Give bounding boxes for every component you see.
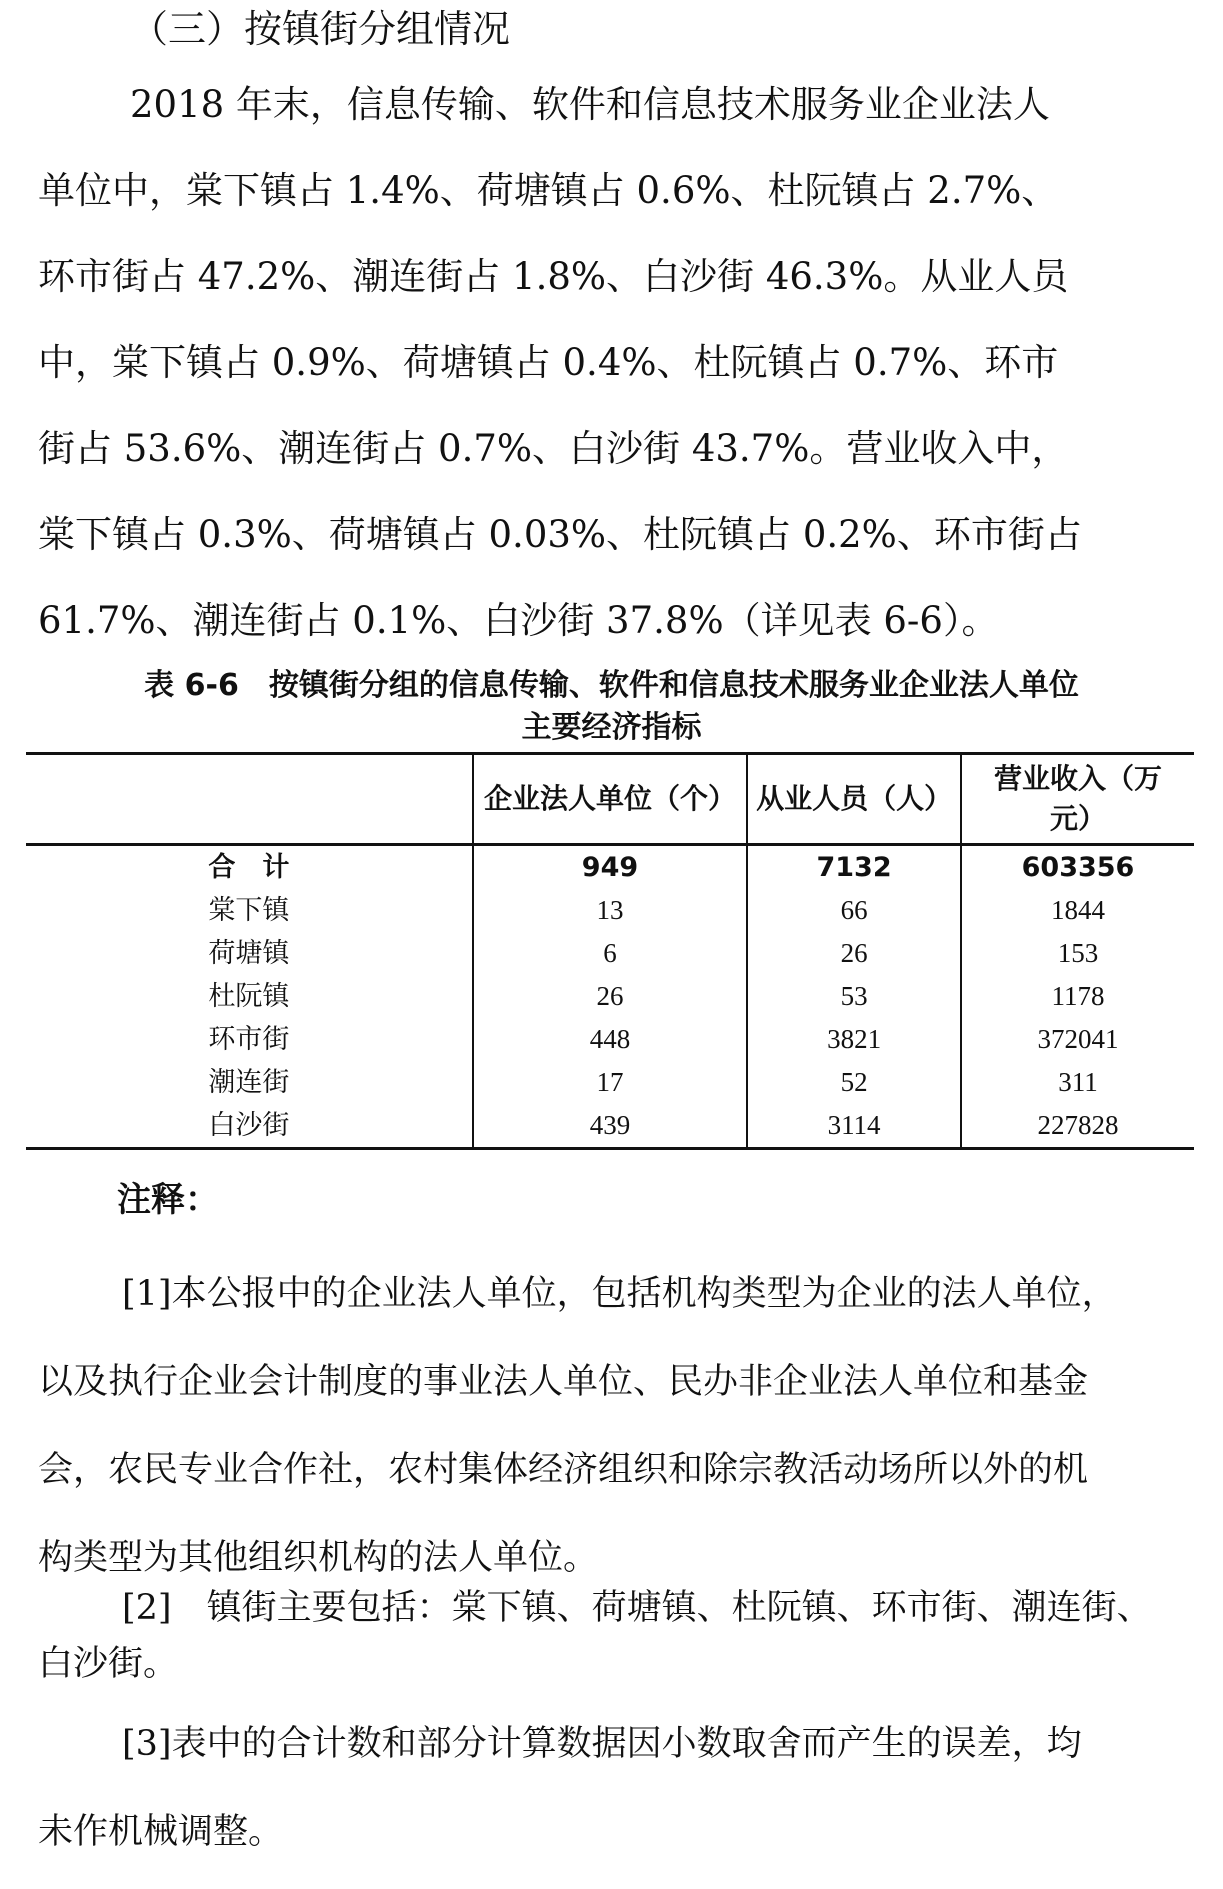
notes-title: 注释： bbox=[117, 1180, 219, 1220]
cell-employees: 3114 bbox=[747, 1104, 961, 1149]
note-2 bbox=[38, 1580, 1188, 1692]
row-name: 环市街 bbox=[208, 1024, 290, 1054]
table-row bbox=[26, 889, 1194, 932]
cell-employees: 7132 bbox=[747, 845, 961, 890]
table-row bbox=[26, 1104, 1194, 1149]
header-revenue bbox=[961, 754, 1194, 845]
cell-units: 6 bbox=[473, 932, 747, 975]
cell-units: 17 bbox=[473, 1061, 747, 1104]
row-name: 白沙街 bbox=[208, 1110, 290, 1140]
cell-employees: 26 bbox=[747, 932, 961, 975]
table-row bbox=[26, 975, 1194, 1018]
cell-units: 949 bbox=[473, 845, 747, 890]
paragraph-line: 街占 53.6%、潮连街占 0.7%、白沙街 43.7%。营业收入中， bbox=[38, 427, 1069, 470]
table-row bbox=[26, 932, 1194, 975]
table-row bbox=[26, 1061, 1194, 1104]
note-3 bbox=[38, 1700, 1188, 1876]
cell-units: 448 bbox=[473, 1018, 747, 1061]
paragraph-line: 棠下镇占 0.3%、荷塘镇占 0.03%、杜阮镇占 0.2%、环市街占 bbox=[38, 513, 1082, 556]
paragraph-line: 单位中，棠下镇占 1.4%、荷塘镇占 0.6%、杜阮镇占 2.7%、 bbox=[38, 169, 1059, 212]
cell-employees: 66 bbox=[747, 889, 961, 932]
paragraph-line: 中，棠下镇占 0.9%、荷塘镇占 0.4%、杜阮镇占 0.7%、环市 bbox=[38, 341, 1059, 384]
row-name: 潮连街 bbox=[208, 1067, 290, 1097]
row-name: 荷塘镇 bbox=[208, 938, 290, 968]
table-row bbox=[26, 1018, 1194, 1061]
cell-employees: 3821 bbox=[747, 1018, 961, 1061]
cell-revenue: 603356 bbox=[961, 845, 1194, 890]
note-line: 白沙街。 bbox=[38, 1644, 179, 1684]
note-line: [2] 镇街主要包括：棠下镇、荷塘镇、杜阮镇、环市街、潮连街、 bbox=[122, 1588, 1152, 1628]
indicator-table bbox=[26, 752, 1194, 1150]
cell-employees: 53 bbox=[747, 975, 961, 1018]
row-name: 杜阮镇 bbox=[208, 981, 290, 1011]
row-name: 合 计 bbox=[208, 852, 290, 883]
section-heading: （三）按镇街分组情况 bbox=[130, 7, 511, 51]
header-units: 企业法人单位（个） bbox=[473, 754, 747, 845]
note-line: 构类型为其他组织机构的法人单位。 bbox=[38, 1538, 599, 1578]
paragraph-line: 环市街占 47.2%、潮连街占 1.8%、白沙街 46.3%。从业人员 bbox=[38, 255, 1069, 298]
body-paragraph bbox=[38, 62, 1188, 664]
cell-units: 13 bbox=[473, 889, 747, 932]
table-caption-subtitle: 主要经济指标 bbox=[521, 710, 702, 745]
cell-employees: 52 bbox=[747, 1061, 961, 1104]
cell-revenue: 227828 bbox=[961, 1104, 1194, 1149]
note-line: [1]本公报中的企业法人单位，包括机构类型为企业的法人单位， bbox=[122, 1274, 1117, 1314]
cell-revenue: 1178 bbox=[961, 975, 1194, 1018]
paragraph-line: 61.7%、潮连街占 0.1%、白沙街 37.8%（详见表 6-6）。 bbox=[38, 599, 999, 642]
cell-units: 26 bbox=[473, 975, 747, 1018]
note-line: [3]表中的合计数和部分计算数据因小数取舍而产生的误差，均 bbox=[122, 1724, 1082, 1764]
table-total-row bbox=[26, 845, 1194, 890]
note-line: 会，农民专业合作社，农村集体经济组织和除宗教活动场所以外的机 bbox=[38, 1450, 1089, 1490]
cell-revenue: 1844 bbox=[961, 889, 1194, 932]
table-caption: 表 6-6 按镇街分组的信息传输、软件和信息技术服务业企业法人单位 bbox=[144, 668, 1079, 703]
row-name: 棠下镇 bbox=[208, 895, 290, 925]
paragraph-line: 2018 年末，信息传输、软件和信息技术服务业企业法人 bbox=[130, 83, 1050, 126]
note-1 bbox=[38, 1250, 1188, 1602]
header-employees: 从业人员（人） bbox=[747, 754, 961, 845]
cell-revenue: 311 bbox=[961, 1061, 1194, 1104]
cell-revenue: 372041 bbox=[961, 1018, 1194, 1061]
cell-revenue: 153 bbox=[961, 932, 1194, 975]
header-revenue-label: 营业收入（万元） bbox=[993, 762, 1162, 835]
note-line: 未作机械调整。 bbox=[38, 1812, 284, 1852]
note-line: 以及执行企业会计制度的事业法人单位、民办非企业法人单位和基金 bbox=[38, 1362, 1089, 1402]
table-header-row bbox=[26, 754, 1194, 845]
cell-units: 439 bbox=[473, 1104, 747, 1149]
header-blank-cell bbox=[26, 754, 473, 845]
